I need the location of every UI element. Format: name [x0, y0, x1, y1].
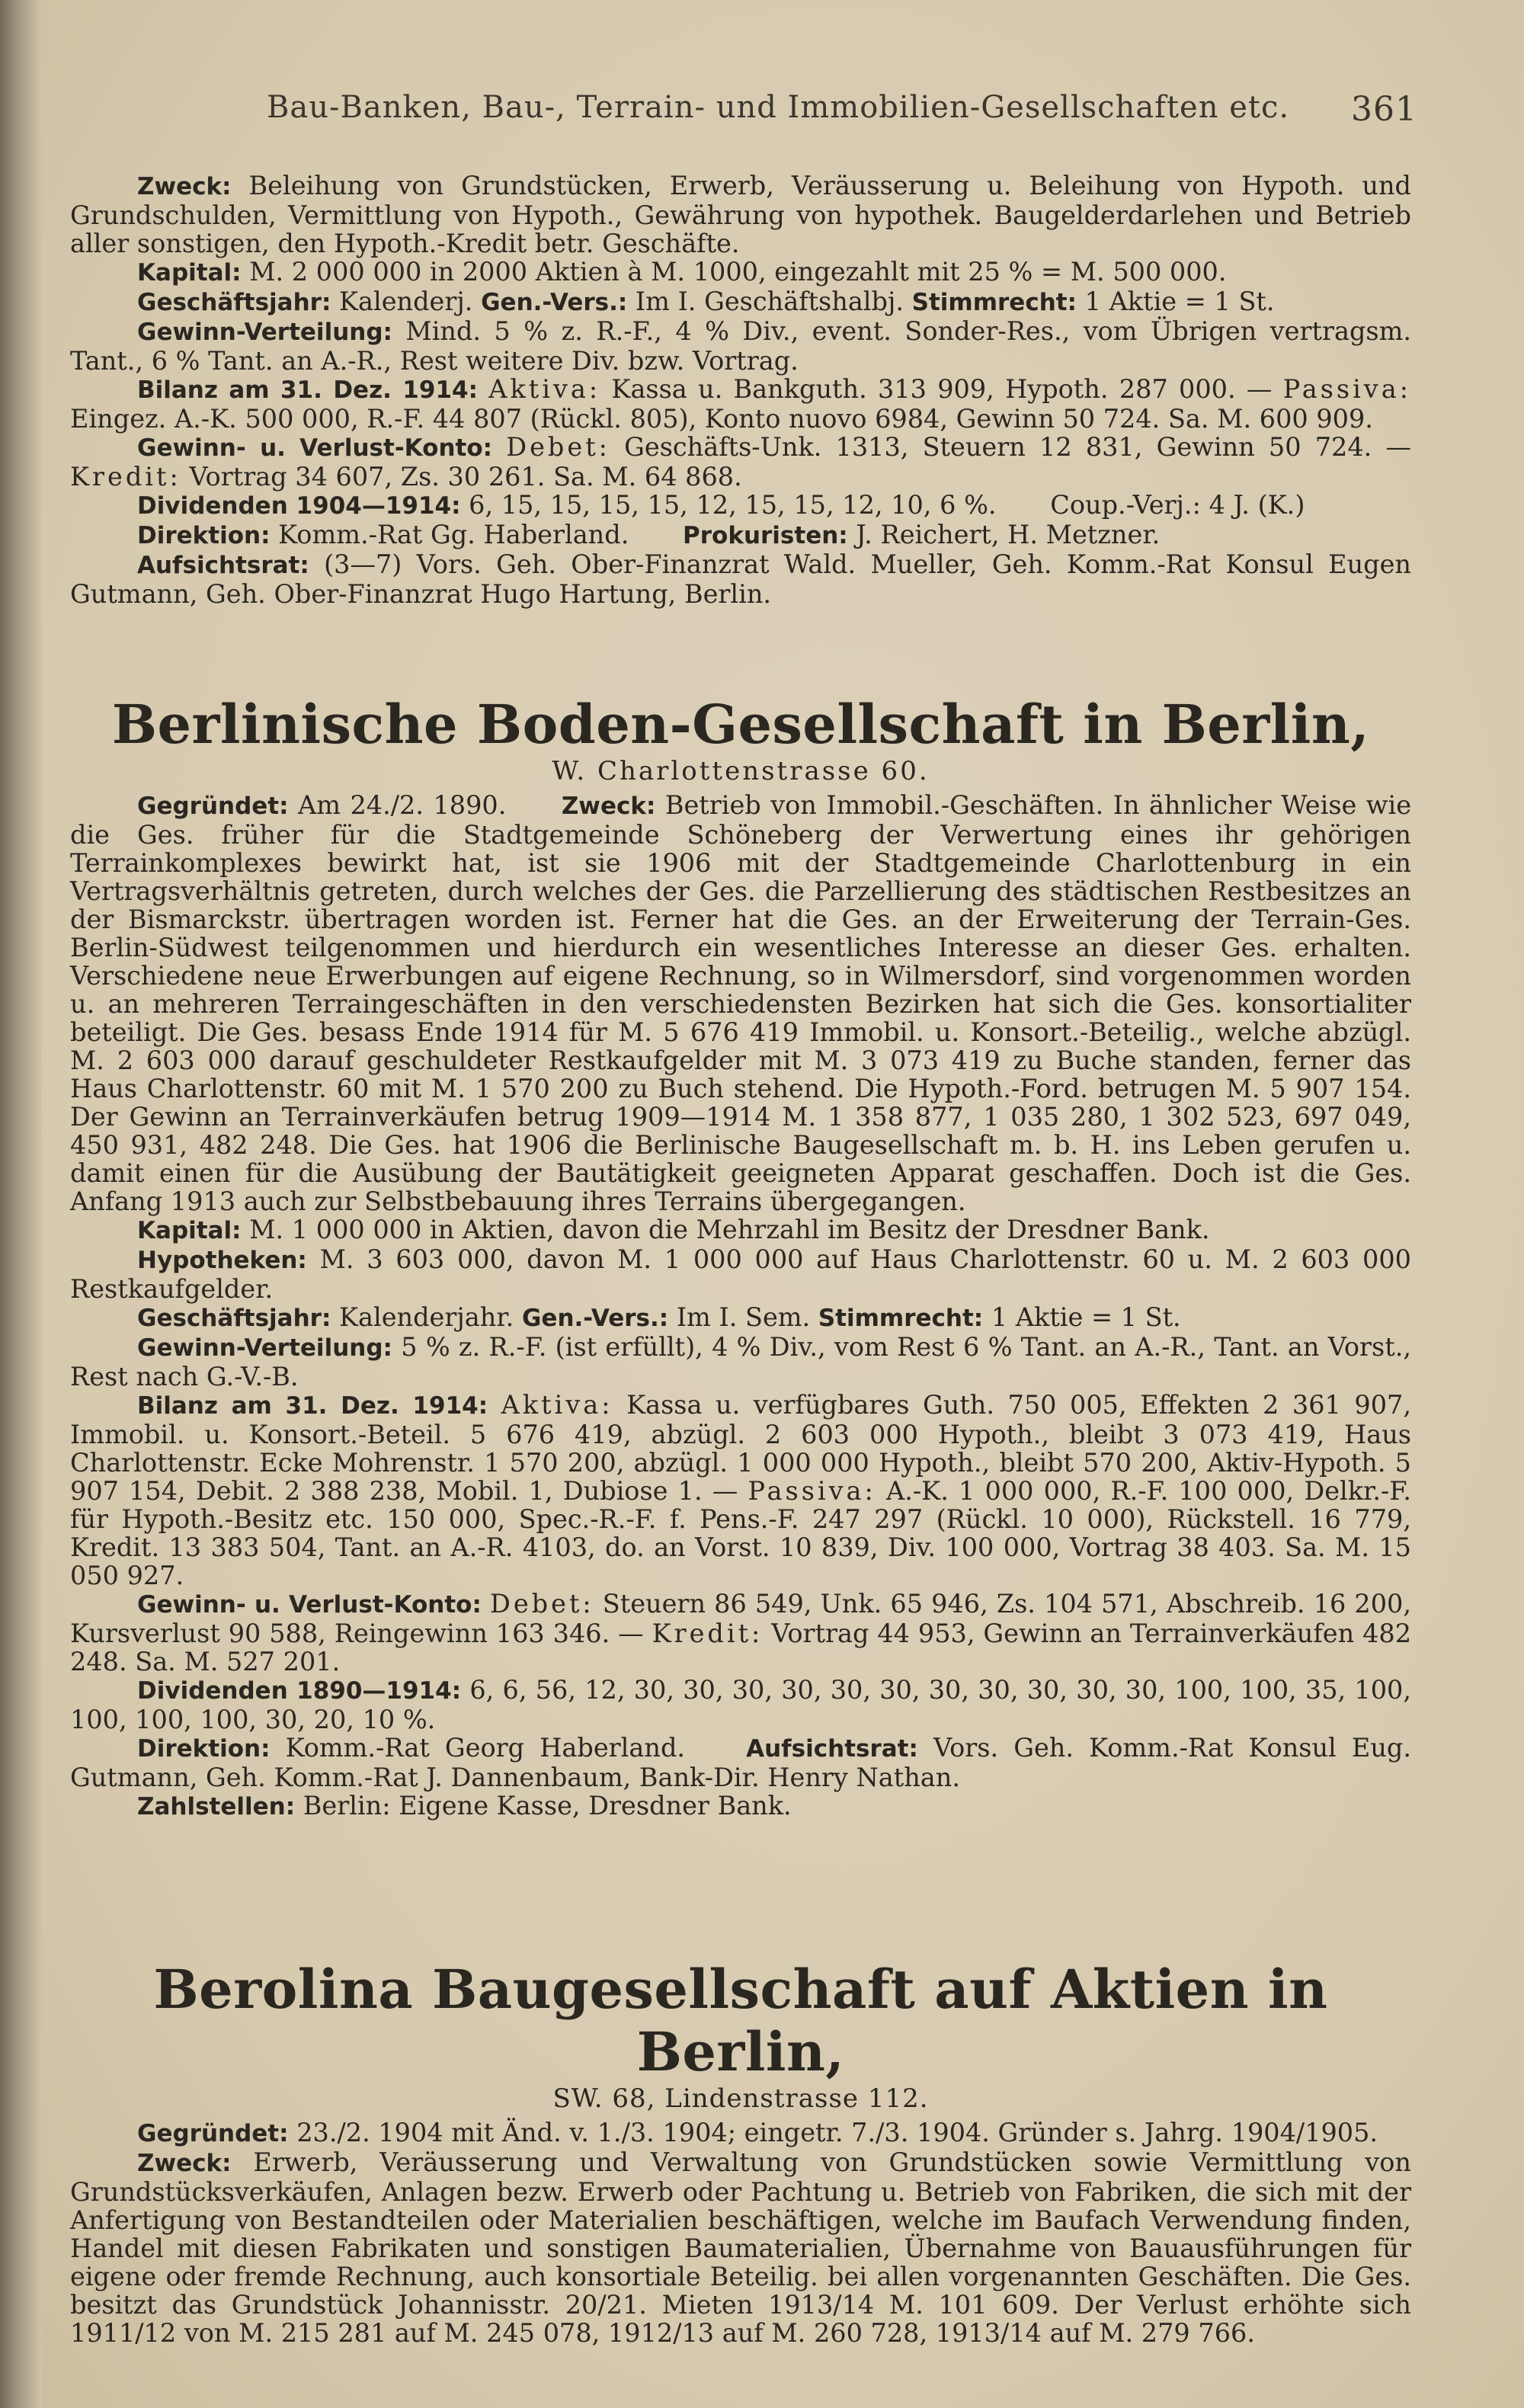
entry-berlinische-boden	[70, 693, 1411, 1821]
dividenden-text: 6, 15, 15, 15, 15, 12, 15, 15, 12, 10, 6 %.	[469, 490, 997, 520]
debet-label: Debet:	[489, 1589, 594, 1619]
gegruendet-text: 23./2. 1904 mit Änd. v. 1./3. 1904; eingetr. 7./3. 1904. Gründer s. Jahrg. 1904/1905.	[296, 2118, 1378, 2147]
gewinn-verteilung-paragraph	[70, 1333, 1411, 1391]
gegruendet-text: Am 24./2. 1890.	[298, 790, 507, 820]
stimmrecht-label: Stimmrecht:	[911, 289, 1077, 316]
direktion-label: Direktion:	[137, 522, 271, 549]
bilanz-label: Bilanz am 31. Dez. 1914:	[137, 376, 478, 404]
dividenden-paragraph	[70, 1676, 1411, 1734]
guv-label: Gewinn- u. Verlust-Konto:	[137, 434, 493, 462]
coupon-verjaehrung: Coup.-Verj.: 4 J. (K.)	[1050, 490, 1305, 520]
dividenden-label: Dividenden 1890—1914:	[137, 1677, 462, 1705]
genvers-label: Gen.-Vers.:	[481, 289, 628, 316]
zweck-paragraph	[70, 2148, 1411, 2347]
zahlstellen-paragraph	[70, 1792, 1411, 1821]
genvers-label: Gen.-Vers.:	[521, 1305, 669, 1332]
kapital-paragraph	[70, 1215, 1411, 1245]
bilanz-label: Bilanz am 31. Dez. 1914:	[137, 1392, 488, 1420]
gegruendet-paragraph	[70, 2118, 1411, 2148]
aufsichtsrat-paragraph	[70, 550, 1411, 608]
zweck-text: Betrieb von Immobil.-Geschäften. In ähnlicher Weise wie die Ges. früher für die Stadtgemeinde Schöneberg der Verwertung eines ihr gehörigen Terrainkomplexes bewirkt hat, ist sie 1906 mit der Stadtgemeinde Charlottenburg in ein Vertragsverhältnis getreten, durch welches der Ges. die Parzellierung des städtischen Restbesitzes an der Bismarckstr. übertragen worden ist. Ferner hat die Ges. an der Erweiterung der Terrain-Ges. Berlin-Südwest teilgenommen und hierdurch ein wesentliches Interesse an dieser Ges. erhalten. Verschiedene neue Erwerbungen auf eigene Rechnung, so in Wilmersdorf, sind vorgenommen worden u. an mehreren Terraingeschäften in den verschiedensten Bezirken hat sich die Ges. konsortialiter beteiligt. Die Ges. besass Ende 1914 für M. 5 676 419 Immobil. u. Konsort.-Beteilig., welche abzügl. M. 2 603 000 darauf geschuldeter Restkaufgelder mit M. 3 073 419 zu Buche standen, ferner das Haus Charlottenstr. 60 mit M. 1 570 200 zu Buch stehend. Die Hypoth.-Ford. betrugen M. 5 907 154. Der Gewinn an Terrainverkäufen betrug 1909—1914 M. 1 358 877, 1 035 280, 1 302 523, 697 049, 450 931, 482 248. Die Ges. hat 1906 die Berlinische Baugesellschaft m. b. H. ins Leben gerufen u. damit einen für die Ausübung der Bautätigkeit geeigneten Apparat geschaffen. Doch ist die Ges. Anfang 1913 auch zur Selbstbebauung ihres Terrains übergegangen.	[70, 790, 1412, 1216]
aktiva-label: Aktiva:	[488, 374, 601, 404]
direktion-paragraph	[70, 520, 1411, 550]
bilanz-paragraph	[70, 1391, 1411, 1590]
passiva-text: Eingez. A.-K. 500 000, R.-F. 44 807 (Rückl. 805), Konto nuovo 6984, Gewinn 50 724. Sa. M. 600 909.	[70, 404, 1373, 434]
stimmrecht-text: 1 Aktie = 1 St.	[991, 1302, 1181, 1332]
direktion-text: Komm.-Rat Georg Haberland.	[285, 1733, 686, 1763]
debet-text: Geschäfts-Unk. 1313, Steuern 12 831, Gewinn 50 724. —	[624, 432, 1411, 462]
passiva-label: Passiva:	[1282, 374, 1411, 404]
zweck-text: Erwerb, Veräusserung und Verwaltung von Grundstücken sowie Vermittlung von Grundstücksverkäufen, Anlagen bezw. Erwerb oder Pachtung u. Betrieb von Fabriken, die sich mit der Anfertigung von Bestandteilen oder Materialien beschäftigen, welche im Baufach Verwendung finden, Handel mit diesen Fabrikaten und sonstigen Baumaterialien, Übernahme von Bauausführungen für eigene oder fremde Rechnung, auch konsortiale Beteilig. bei allen vorgenannten Geschäften. Die Ges. besitzt das Grundstück Johannisstr. 20/21. Mieten 1913/14 M. 101 609. Der Verlust erhöhte sich 1911/12 von M. 215 281 auf M. 245 078, 1912/13 auf M. 260 728, 1913/14 auf M. 279 766.	[70, 2147, 1411, 2348]
geschaeftsjahr-text: Kalenderj.	[339, 287, 473, 316]
stimmrecht-label: Stimmrecht:	[818, 1305, 984, 1332]
geschaeftsjahr-paragraph	[70, 1303, 1411, 1333]
aufsichtsrat-label: Aufsichtsrat:	[746, 1735, 918, 1763]
kredit-text: Vortrag 34 607, Zs. 30 261. Sa. M. 64 868.	[189, 462, 742, 492]
company-address: SW. 68, Lindenstrasse 112.	[552, 2083, 929, 2114]
aufsichtsrat-text: (3—7) Vors. Geh. Ober-Finanzrat Wald. Mueller, Geh. Komm.-Rat Konsul Eugen Gutmann, Geh. Ober-Finanzrat Hugo Hartung, Berlin.	[70, 549, 1411, 609]
direktion-paragraph	[70, 1734, 1411, 1792]
hypotheken-paragraph	[70, 1245, 1411, 1303]
zweck-label: Zweck:	[561, 793, 656, 820]
gewinn-verteilung-text: 5 % z. R.-F. (ist erfüllt), 4 % Div., vom Rest 6 % Tant. an A.-R., Tant. an Vorst., Rest nach G.-V.-B.	[70, 1332, 1411, 1391]
stimmrecht-text: 1 Aktie = 1 St.	[1084, 287, 1275, 316]
guv-paragraph	[70, 1590, 1411, 1676]
prokuristen-text: J. Reichert, H. Metzner.	[856, 520, 1161, 549]
geschaeftsjahr-label: Geschäftsjahr:	[137, 289, 331, 316]
kredit-label: Kredit:	[70, 462, 181, 492]
aktiva-text: Kassa u. verfügbares Guth. 750 005, Effekten 2 361 907, Immobil. u. Konsort.-Beteil. 5 676 419, abzügl. 2 603 000 Hypoth., bleibt 3 073 419, Haus Charlottenstr. Ecke Mohrenstr. 1 570 200, abzügl. 1 000 000 Hypoth., bleibt 570 200, Aktiv-Hypoth. 5 907 154, Debit. 2 388 238, Mobil. 1, Dubiose 1. —	[70, 1390, 1411, 1506]
dividenden-label: Dividenden 1904—1914:	[137, 492, 461, 520]
passiva-label: Passiva:	[748, 1476, 876, 1506]
hypotheken-label: Hypotheken:	[137, 1247, 307, 1274]
gewinn-verteilung-label: Gewinn-Verteilung:	[137, 319, 392, 346]
zahlstellen-label: Zahlstellen:	[137, 1793, 296, 1820]
aktiva-label: Aktiva:	[501, 1390, 613, 1420]
passiva-text: A.-K. 1 000 000, R.-F. 100 000, Delkr.-F. für Hypoth.-Besitz etc. 150 000, Spec.-R.-F. f. Pens.-F. 247 297 (Rückl. 10 000), Rückstell. 16 779, Kredit. 13 383 504, Tant. an A.-R. 4103, do. an Vorst. 10 839, Div. 100 000, Vortrag 38 403. Sa. M. 15 050 927.	[70, 1476, 1412, 1590]
kredit-text: Vortrag 44 953, Gewinn an Terrainverkäufen 482 248. Sa. M. 527 201.	[70, 1619, 1412, 1676]
zahlstellen-text: Berlin: Eigene Kasse, Dresdner Bank.	[303, 1791, 792, 1820]
zweck-label: Zweck:	[137, 2150, 232, 2177]
gegruendet-zweck-paragraph	[70, 791, 1411, 1215]
entry-continued	[70, 171, 1411, 608]
gewinn-verteilung-text: Mind. 5 % z. R.-F., 4 % Div., event. Sonder-Res., vom Übrigen vertragsm. Tant., 6 % Tant. an A.-R., Rest weitere Div. bzw. Vortrag.	[70, 316, 1411, 376]
genvers-text: Im I. Geschäftshalbj.	[635, 287, 904, 316]
guv-paragraph	[70, 433, 1411, 491]
dividenden-text: 6, 6, 56, 12, 30, 30, 30, 30, 30, 30, 30, 30, 30, 30, 30, 100, 100, 35, 100, 100, 100, 100, 30, 20, 10 %.	[70, 1675, 1411, 1734]
aufsichtsrat-label: Aufsichtsrat:	[137, 552, 309, 579]
entry-berolina	[70, 1958, 1411, 2347]
kredit-label: Kredit:	[652, 1619, 764, 1648]
company-title: Berlinische Boden-Gesellschaft in Berlin,	[111, 693, 1370, 756]
direktion-label: Direktion:	[137, 1735, 271, 1763]
geschaeftsjahr-text: Kalenderjahr.	[339, 1302, 514, 1332]
prokuristen-label: Prokuristen:	[683, 522, 848, 549]
gegruendet-label: Gegründet:	[137, 793, 289, 820]
zweck-paragraph	[70, 171, 1411, 258]
aktiva-text: Kassa u. Bankguth. 313 909, Hypoth. 287 000. —	[611, 374, 1273, 404]
kapital-label: Kapital:	[137, 259, 242, 287]
company-title: Berolina Baugesellschaft auf Aktien in Berlin,	[153, 1958, 1328, 2083]
page-number: 361	[1351, 90, 1417, 129]
kapital-text: M. 1 000 000 in Aktien, davon die Mehrzahl im Besitz der Dresdner Bank.	[249, 1215, 1210, 1244]
kapital-paragraph	[70, 258, 1411, 287]
geschaeftsjahr-label: Geschäftsjahr:	[137, 1305, 331, 1332]
genvers-text: Im I. Sem.	[676, 1302, 811, 1332]
debet-text: Steuern 86 549, Unk. 65 946, Zs. 104 571, Abschreib. 16 200, Kursverlust 90 588, Reingewinn 163 346. —	[70, 1589, 1412, 1648]
guv-label: Gewinn- u. Verlust-Konto:	[137, 1591, 482, 1619]
zweck-label: Zweck:	[137, 173, 232, 200]
gewinn-verteilung-paragraph	[70, 317, 1411, 375]
debet-label: Debet:	[506, 432, 610, 462]
direktion-text: Komm.-Rat Gg. Haberland.	[278, 520, 629, 549]
zweck-text: Beleihung von Grundstücken, Erwerb, Veräusserung u. Beleihung von Hypoth. und Grundschulden, Vermittlung von Hypoth., Gewährung von hypothek. Baugelderdarlehen und Betrieb aller sonstigen, den Hypoth.-Kredit betr. Geschäfte.	[70, 171, 1412, 258]
company-address: W. Charlottenstrasse 60.	[552, 756, 930, 786]
gegruendet-label: Gegründet:	[137, 2120, 289, 2147]
geschaeftsjahr-paragraph	[70, 287, 1411, 317]
running-head-title: Bau-Banken, Bau-, Terrain- und Immobilien-Gesellschaften etc.	[267, 90, 1290, 125]
gewinn-verteilung-label: Gewinn-Verteilung:	[137, 1334, 392, 1362]
bilanz-paragraph	[70, 375, 1411, 433]
binding-edge	[0, 0, 42, 2408]
hypotheken-text: M. 3 603 000, davon M. 1 000 000 auf Haus Charlottenstr. 60 u. M. 2 603 000 Restkaufgelder.	[70, 1244, 1411, 1304]
dividenden-paragraph	[70, 491, 1411, 520]
running-head	[267, 90, 1417, 136]
aufsichtsrat-text: Vors. Geh. Komm.-Rat Konsul Eug. Gutmann, Geh. Komm.-Rat J. Dannenbaum, Bank-Dir. Henry Nathan.	[70, 1733, 1411, 1792]
kapital-text: M. 2 000 000 in 2000 Aktien à M. 1000, eingezahlt mit 25 % = M. 500 000.	[249, 257, 1227, 287]
kapital-label: Kapital:	[137, 1217, 242, 1244]
